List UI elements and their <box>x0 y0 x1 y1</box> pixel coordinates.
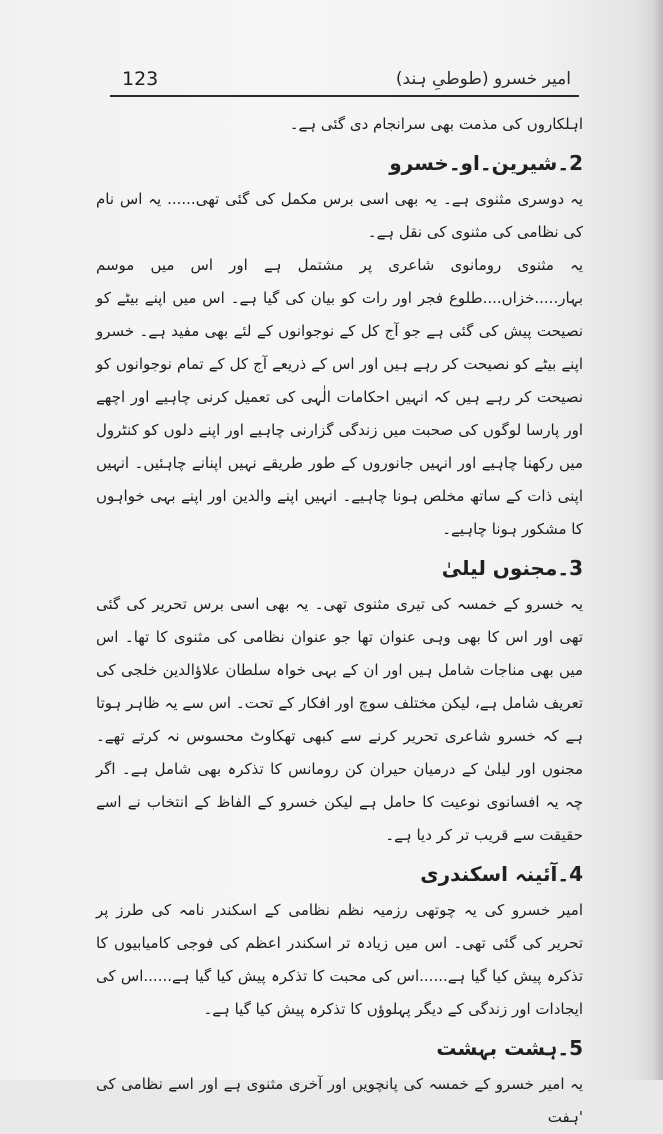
paragraph-second-masnavi: یہ دوسری مثنوی ہے۔ یہ بھی اسی برس مکمل کی گئی تھی...... یہ اس نام کی نظامی کی مثنوی کی نقل ہے۔ <box>96 190 583 241</box>
paragraph-fourth-masnavi: امیر خسرو کی یہ چوتھی رزمیہ نظم نظامی کے اسکندر نامہ کی طرز پر تحریر کی گئی تھی۔ اس میں زیادہ تر اسکندر اعظم کی فوجی کامیابیوں کا تذکرہ پیش کیا گیا ہے......اس کی محبت کا تذکرہ پیش کیا گیا ہے......اس کی ایجادات اور زندگی کے دیگر پہلوؤں کا تذکرہ پیش کیا گیا ہے۔ <box>96 901 583 1018</box>
page-number: 123 <box>122 68 159 90</box>
page-header <box>110 68 571 94</box>
paragraph-third-masnavi: یہ خسرو کے خمسہ کی تیری مثنوی تھی۔ یہ بھی اسی برس تحریر کی گئی تھی اور اس کا بھی وہی عنوان تھا جو عنوان نظامی کی مثنوی کا تھا۔ اس میں بھی مناجات شامل ہیں اور ان کے بہی خواہ سلطان علاؤالدین خلجی کی تعریف شامل ہے، لیکن مختلف سوچ اور افکار کے تحت۔ اس سے یہ ظاہر ہوتا ہے کہ خسرو شاعری تحریر کرنے سے کبھی تھکاوٹ محسوس نہ کرتے تھے۔ مجنوں اور لیلیٰ کے درمیان حیران کن رومانس کا تذکرہ بھی شامل ہے۔ اگر چہ یہ افسانوی نوعیت کا حامل ہے لیکن خسرو کے الفاظ کے انتخاب نے اسے حقیقت سے قریب تر کر دیا ہے۔ <box>96 595 583 844</box>
page-edge-shadow <box>653 0 663 1080</box>
section-heading-hasht-bahisht: 5۔ہشت بہشت <box>436 1036 583 1060</box>
paragraph-second-masnavi-details: یہ مثنوی رومانوی شاعری پر مشتمل ہے اور اس میں موسم بہار.....خزاں....طلوع فجر اور رات کو بیان کی گیا ہے۔ اس میں اپنے بیٹے کو نصیحت پیش کی گئی ہے جو آج کل کے نوجوانوں کے لئے بھی مفید ہے۔ خسرو اپنے بیٹے کو نصیحت کر رہے ہیں اور اس کے ذریعے آج کل کے تمام نوجوانوں کو نصیحت کر رہے ہیں کہ انہیں احکامات الٰہی کی تعمیل کرنی چاہیے اور اچھے اور پارسا لوگوں کی صحبت میں زندگی گزارنی چاہیے اور اپنے دلوں کو کنٹرول میں رکھنا چاہیے اور انہیں جانوروں کے طور طریقے نہیں اپنانے چاہئیں۔ انہیں اپنی ذات کے ساتھ مخلص ہونا چاہیے۔ انہیں اپنے والدین اور اپنے بہی خواہوں کا مشکور ہونا چاہیے۔ <box>96 256 583 538</box>
section-heading-majnun-laila: 3۔مجنوں لیلیٰ <box>441 556 583 580</box>
paragraph-continuation: اہلکاروں کی مذمت بھی سرانجام دی گئی ہے۔ <box>289 115 583 133</box>
paragraph-fifth-masnavi: یہ امیر خسرو کے خمسہ کی پانچویں اور آخری مثنوی ہے اور اسے نظامی کی 'ہفت <box>96 1075 583 1126</box>
section-heading-shirin-khusrau: 2۔شیرین۔او۔خسرو <box>389 151 583 175</box>
running-title: امیر خسرو (طوطیِ ہند) <box>395 69 571 89</box>
header-rule <box>110 95 579 97</box>
section-heading-aina-sikandari: 4۔آئینہ اسکندری <box>420 862 583 886</box>
page-body <box>96 108 583 1134</box>
